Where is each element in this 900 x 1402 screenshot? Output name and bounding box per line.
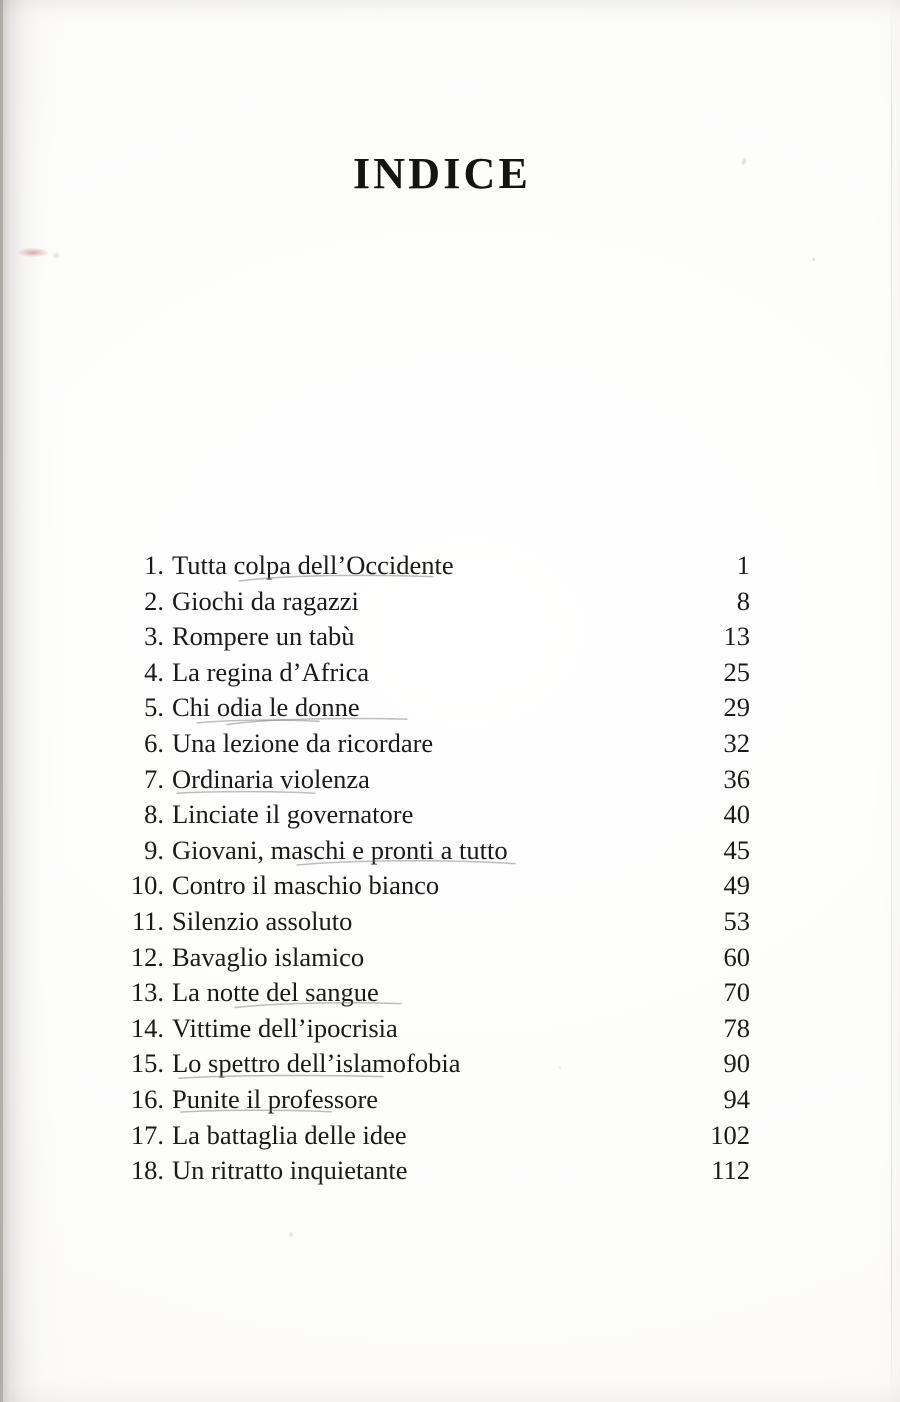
toc-entry[interactable] — [0, 1011, 900, 1047]
toc-entry[interactable] — [0, 619, 900, 655]
toc-entry-page: 36 — [723, 763, 750, 794]
toc-entry-number: 9. — [144, 834, 164, 865]
scan-speck — [289, 1232, 293, 1237]
toc-entry-number: 15. — [130, 1048, 164, 1079]
toc-entry[interactable] — [0, 726, 900, 762]
toc-entry-title: Silenzio assoluto — [172, 905, 353, 936]
toc-entry-title: Vittime dell’ipocrisia — [172, 1012, 398, 1043]
toc-entry-number: 7. — [144, 763, 164, 794]
toc-entry[interactable] — [0, 1118, 900, 1154]
toc-entry-number: 12. — [130, 941, 164, 972]
toc-entry-number: 3. — [144, 621, 164, 652]
toc-entry-title: Lo spettro dell’islamofobia — [172, 1048, 461, 1079]
toc-entry-number: 6. — [144, 727, 164, 758]
toc-entry[interactable] — [0, 1153, 900, 1189]
toc-entry-title: Bavaglio islamico — [172, 941, 365, 972]
toc-entry-title: Una lezione da ricordare — [172, 727, 434, 758]
toc-entry-title: La battaglia delle idee — [172, 1119, 407, 1150]
toc-entry[interactable] — [0, 1046, 900, 1082]
toc-entry-number: 4. — [144, 656, 164, 687]
toc-entry-page: 1 — [736, 550, 750, 580]
scan-speck — [812, 258, 815, 261]
toc-entry-page: 53 — [723, 905, 750, 936]
toc-entry[interactable] — [0, 904, 900, 940]
toc-entry[interactable] — [0, 940, 900, 976]
toc-entry-number: 18. — [130, 1155, 164, 1186]
toc-entry-page: 13 — [723, 621, 750, 652]
toc-entry-number: 1. — [144, 550, 164, 580]
toc-entry-number: 14. — [130, 1012, 164, 1043]
toc-entry-number: 13. — [130, 977, 164, 1008]
toc-entry-title: Giochi da ragazzi — [172, 585, 359, 616]
toc-entry-title: Punite il professore — [172, 1083, 379, 1114]
toc-entry-page: 49 — [723, 870, 750, 901]
toc-entry-title: Contro il maschio bianco — [172, 870, 440, 901]
toc-entry-title: Rompere un tabù — [172, 621, 355, 652]
toc-entry[interactable] — [0, 833, 900, 869]
toc-entry-page: 29 — [723, 692, 750, 723]
toc-entry-number: 17. — [130, 1119, 164, 1150]
page-top-shadow — [0, 0, 900, 26]
toc-entry-page: 112 — [711, 1155, 750, 1186]
toc-entry-page: 94 — [723, 1083, 750, 1114]
toc-entry-page: 90 — [723, 1048, 750, 1079]
toc-entry-page: 8 — [736, 585, 750, 616]
toc-entry[interactable] — [0, 690, 900, 726]
toc-entry-page: 102 — [710, 1119, 750, 1150]
toc-entry-page: 60 — [723, 941, 750, 972]
page-bottom-shadow — [0, 1380, 900, 1402]
toc-entry[interactable] — [0, 797, 900, 833]
page-title: INDICE — [352, 149, 532, 198]
toc-entry[interactable] — [0, 1082, 900, 1118]
toc-entry-page: 78 — [723, 1012, 750, 1043]
toc-entry[interactable] — [0, 584, 900, 620]
toc-entry-page: 40 — [723, 799, 750, 830]
toc-entry-title: Linciate il governatore — [172, 799, 414, 830]
grey-speck-smudge — [52, 252, 61, 259]
toc-entry[interactable] — [0, 548, 900, 584]
toc-entry-title: Tutta colpa dell’Occidente — [172, 550, 454, 580]
pink-ink-smudge — [18, 248, 48, 257]
table-of-contents-list — [0, 548, 900, 1189]
toc-entry-title: Un ritratto inquietante — [172, 1155, 408, 1186]
toc-entry[interactable] — [0, 762, 900, 798]
toc-entry-number: 5. — [144, 692, 164, 723]
toc-entry[interactable] — [0, 975, 900, 1011]
toc-entry-page: 25 — [723, 656, 750, 687]
toc-entry-number: 2. — [144, 585, 164, 616]
toc-entry[interactable] — [0, 655, 900, 691]
toc-entry-title: Giovani, maschi e pronti a tutto — [172, 834, 508, 865]
toc-entry-title: La notte del sangue — [172, 977, 379, 1008]
toc-entry[interactable] — [0, 868, 900, 904]
toc-entry-number: 16. — [130, 1083, 164, 1114]
toc-entry-page: 70 — [723, 977, 750, 1008]
toc-entry-number: 8. — [144, 799, 164, 830]
toc-entry-number: 11. — [131, 905, 164, 936]
toc-entry-title: Chi odia le donne — [172, 692, 360, 723]
toc-entry-page: 45 — [723, 834, 750, 865]
toc-entry-title: La regina d’Africa — [172, 656, 370, 687]
toc-entry-title: Ordinaria violenza — [172, 763, 370, 794]
toc-entry-page: 32 — [723, 727, 750, 758]
toc-entry-number: 10. — [130, 870, 164, 901]
